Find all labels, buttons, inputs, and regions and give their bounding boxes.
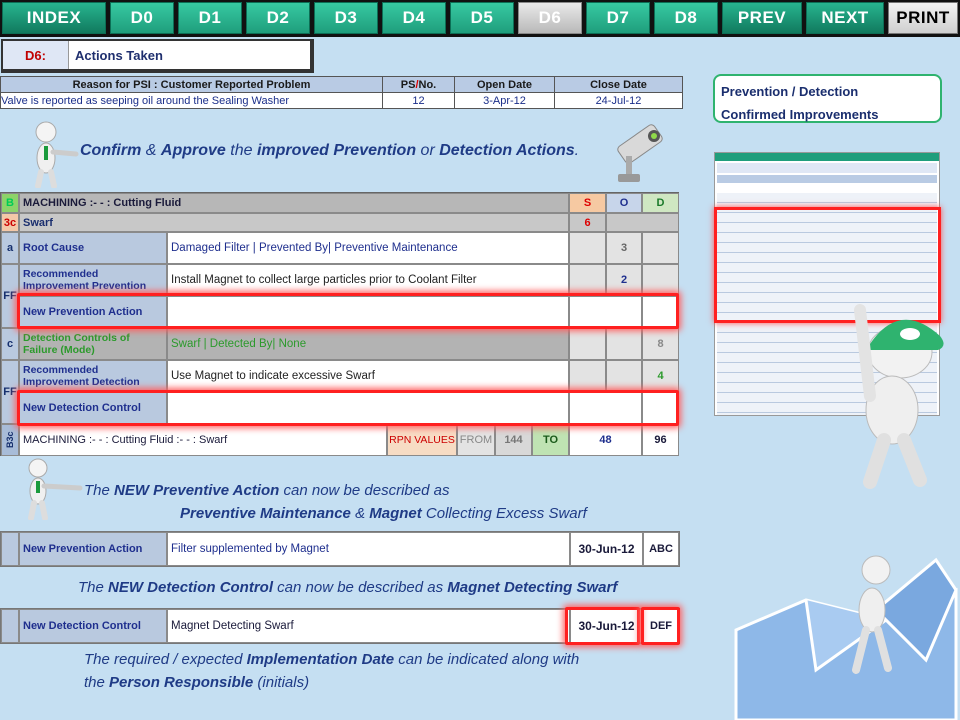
- figure-with-green-hat-icon: [820, 300, 960, 490]
- note3-a: The required / expected: [84, 651, 247, 668]
- note1-e: &: [350, 505, 370, 522]
- rec-detection-label: Recommended Improvement Detection: [19, 360, 167, 392]
- rec-detection-desc[interactable]: Use Magnet to indicate excessive Swarf: [167, 360, 569, 392]
- root-cause-o: 3: [606, 232, 642, 264]
- prev-row-label: New Prevention Action: [19, 532, 167, 566]
- swarf-s-value: 6: [569, 213, 606, 232]
- section-code: D6:: [3, 41, 69, 69]
- instruction-text: [80, 142, 579, 160]
- rec-detection-side: FF: [1, 360, 19, 424]
- section-header: [1, 39, 314, 73]
- root-cause-desc[interactable]: Damaged Filter | Prevented By| Preventive Maintenance: [167, 232, 569, 264]
- nav-prev-button[interactable]: PREV: [722, 2, 802, 34]
- nav-d7-button[interactable]: D7: [586, 2, 650, 34]
- nav-d2-button[interactable]: D2: [246, 2, 310, 34]
- header-side-cell: B: [1, 193, 19, 213]
- open-date-value: 3-Apr-12: [455, 93, 555, 109]
- footer-process-label: MACHINING :- - : Cutting Fluid :- - : Swarf: [19, 424, 387, 456]
- rpn-from-label: FROM: [457, 424, 495, 456]
- rec-prevention-s: [569, 264, 606, 296]
- note2-b: NEW Detection Control: [108, 579, 274, 596]
- rec-prevention-desc[interactable]: Install Magnet to collect large particles prior to Coolant Filter: [167, 264, 569, 296]
- rpn-from-value: 144: [495, 424, 532, 456]
- note-preventive-action-line2: [180, 505, 587, 522]
- stick-figure-pointing-icon: [24, 458, 84, 520]
- psi-value: 12: [383, 93, 455, 109]
- note3-f: (initials): [253, 674, 310, 691]
- rec-detection-d: 4: [642, 360, 679, 392]
- nav-d4-button[interactable]: D4: [382, 2, 446, 34]
- note1-f: Magnet: [369, 505, 422, 522]
- psi-header-a: PS: [400, 78, 416, 91]
- note2-a: The: [78, 579, 109, 596]
- new-detection-label: New Detection Control: [19, 392, 167, 424]
- rpn-to-label: TO: [532, 424, 569, 456]
- prev-row-desc[interactable]: Filter supplemented by Magnet: [167, 532, 570, 566]
- root-cause-s: [569, 232, 606, 264]
- detection-controls-d: 8: [642, 328, 679, 360]
- new-prevention-label: New Prevention Action: [19, 296, 167, 328]
- top-nav-bar: [0, 0, 960, 37]
- rec-prevention-label: Recommended Improvement Prevention: [19, 264, 167, 296]
- instr-detection-actions: Detection Actions: [439, 142, 575, 159]
- nav-index-button[interactable]: INDEX: [2, 2, 106, 34]
- nav-d3-button[interactable]: D3: [314, 2, 378, 34]
- rpn-last-value: 96: [642, 424, 679, 456]
- det-row-date[interactable]: 30-Jun-12: [570, 609, 643, 643]
- note1-d: Preventive Maintenance: [180, 505, 351, 522]
- problem-info-table: [0, 76, 683, 109]
- instr-and: &: [141, 142, 161, 159]
- detection-controls-desc[interactable]: Swarf | Detected By| None: [167, 328, 569, 360]
- note-detection-control: [78, 579, 617, 596]
- highlight-new-prevention: [17, 293, 679, 329]
- rec-detection-s: [569, 360, 606, 392]
- thumb-nav: [715, 153, 939, 161]
- root-cause-label: Root Cause: [19, 232, 167, 264]
- note1-g: Collecting Excess Swarf: [421, 505, 587, 522]
- prev-row-person[interactable]: ABC: [643, 532, 679, 566]
- header-process-label: MACHINING :- - : Cutting Fluid: [19, 193, 569, 213]
- detection-controls-o: [606, 328, 642, 360]
- psi-header-b: No.: [418, 78, 437, 91]
- note3-e: Person Responsible: [109, 674, 254, 691]
- prevention-box-line1: Prevention / Detection: [721, 84, 859, 99]
- note3-line1: [84, 648, 579, 671]
- nav-d0-button[interactable]: D0: [110, 2, 174, 34]
- highlight-date: [565, 607, 640, 645]
- reason-header: Reason for PSI : Customer Reported Problem: [1, 77, 383, 93]
- note2-d: Magnet Detecting Swarf: [447, 579, 618, 596]
- rec-detection-o: [606, 360, 642, 392]
- note1-a: The: [84, 482, 115, 499]
- det-row-desc[interactable]: Magnet Detecting Swarf: [167, 609, 570, 643]
- rpn-to-value: 48: [569, 424, 642, 456]
- new-prevention-action-row: [0, 531, 680, 567]
- open-date-header: Open Date: [455, 77, 555, 93]
- section-title: Actions Taken: [75, 47, 163, 63]
- prevention-detection-box: [713, 74, 942, 123]
- root-cause-side: a: [1, 232, 19, 264]
- nav-d6-button[interactable]: D6: [518, 2, 582, 34]
- prevention-side: FF: [1, 264, 19, 328]
- header-s-cell: S: [569, 193, 606, 213]
- reason-value: Valve is reported as seeping oil around the Sealing Washer: [1, 93, 383, 109]
- note3-c: can be indicated along with: [394, 651, 580, 668]
- det-row-label: New Detection Control: [19, 609, 167, 643]
- prevention-box-line2: Confirmed Improvements: [721, 107, 879, 122]
- instr-or: or: [416, 142, 440, 159]
- root-cause-d: [642, 232, 679, 264]
- note3-b: Implementation Date: [246, 651, 395, 668]
- highlight-new-detection: [17, 390, 679, 426]
- header-d-cell: D: [642, 193, 679, 213]
- psi-header: [383, 77, 455, 93]
- swarf-side-cell: 3c: [1, 213, 19, 232]
- highlight-person: [641, 607, 680, 645]
- close-date-value: 24-Jul-12: [555, 93, 683, 109]
- header-o-cell: O: [606, 193, 642, 213]
- prev-row-side: [1, 532, 19, 566]
- rec-prevention-d: [642, 264, 679, 296]
- note-implementation-date: [84, 648, 579, 694]
- nav-d8-button[interactable]: D8: [654, 2, 718, 34]
- rpn-values-label: RPN VALUES: [387, 424, 457, 456]
- nav-next-button[interactable]: NEXT: [806, 2, 884, 34]
- det-row-person[interactable]: DEF: [643, 609, 679, 643]
- instr-the: the: [225, 142, 257, 159]
- detection-controls-label: Detection Controls of Failure (Mode): [19, 328, 167, 360]
- instr-confirm: Confirm: [80, 142, 142, 159]
- thumb-info: [717, 175, 937, 183]
- rec-prevention-o: 2: [606, 264, 642, 296]
- puzzle-pieces-icon: [726, 520, 960, 720]
- thumb-header: [717, 163, 937, 173]
- instr-approve: Approve: [160, 142, 226, 159]
- nav-d1-button[interactable]: D1: [178, 2, 242, 34]
- swarf-od-cell: [606, 213, 679, 232]
- nav-d5-button[interactable]: D5: [450, 2, 514, 34]
- footer-side: B3c: [1, 424, 19, 456]
- psi-slash: /: [415, 78, 419, 91]
- nav-print-button[interactable]: PRINT: [888, 2, 958, 34]
- note2-c: can now be described as: [273, 579, 448, 596]
- close-date-header: Close Date: [555, 77, 683, 93]
- swarf-label: Swarf: [19, 213, 569, 232]
- detection-controls-s: [569, 328, 606, 360]
- prev-row-date[interactable]: 30-Jun-12: [570, 532, 643, 566]
- note3-d: the: [84, 674, 110, 691]
- instr-period: .: [574, 142, 580, 159]
- note1-c: can now be described as: [279, 482, 450, 499]
- det-row-side: [1, 609, 19, 643]
- stick-figure-pointing-icon: [30, 120, 80, 188]
- instr-improved-prevention: improved Prevention: [256, 142, 417, 159]
- detection-side: c: [1, 328, 19, 360]
- note-preventive-action-line1: [84, 482, 449, 499]
- note3-line2: [84, 671, 579, 694]
- note1-b: NEW Preventive Action: [114, 482, 280, 499]
- security-camera-icon: [612, 116, 668, 186]
